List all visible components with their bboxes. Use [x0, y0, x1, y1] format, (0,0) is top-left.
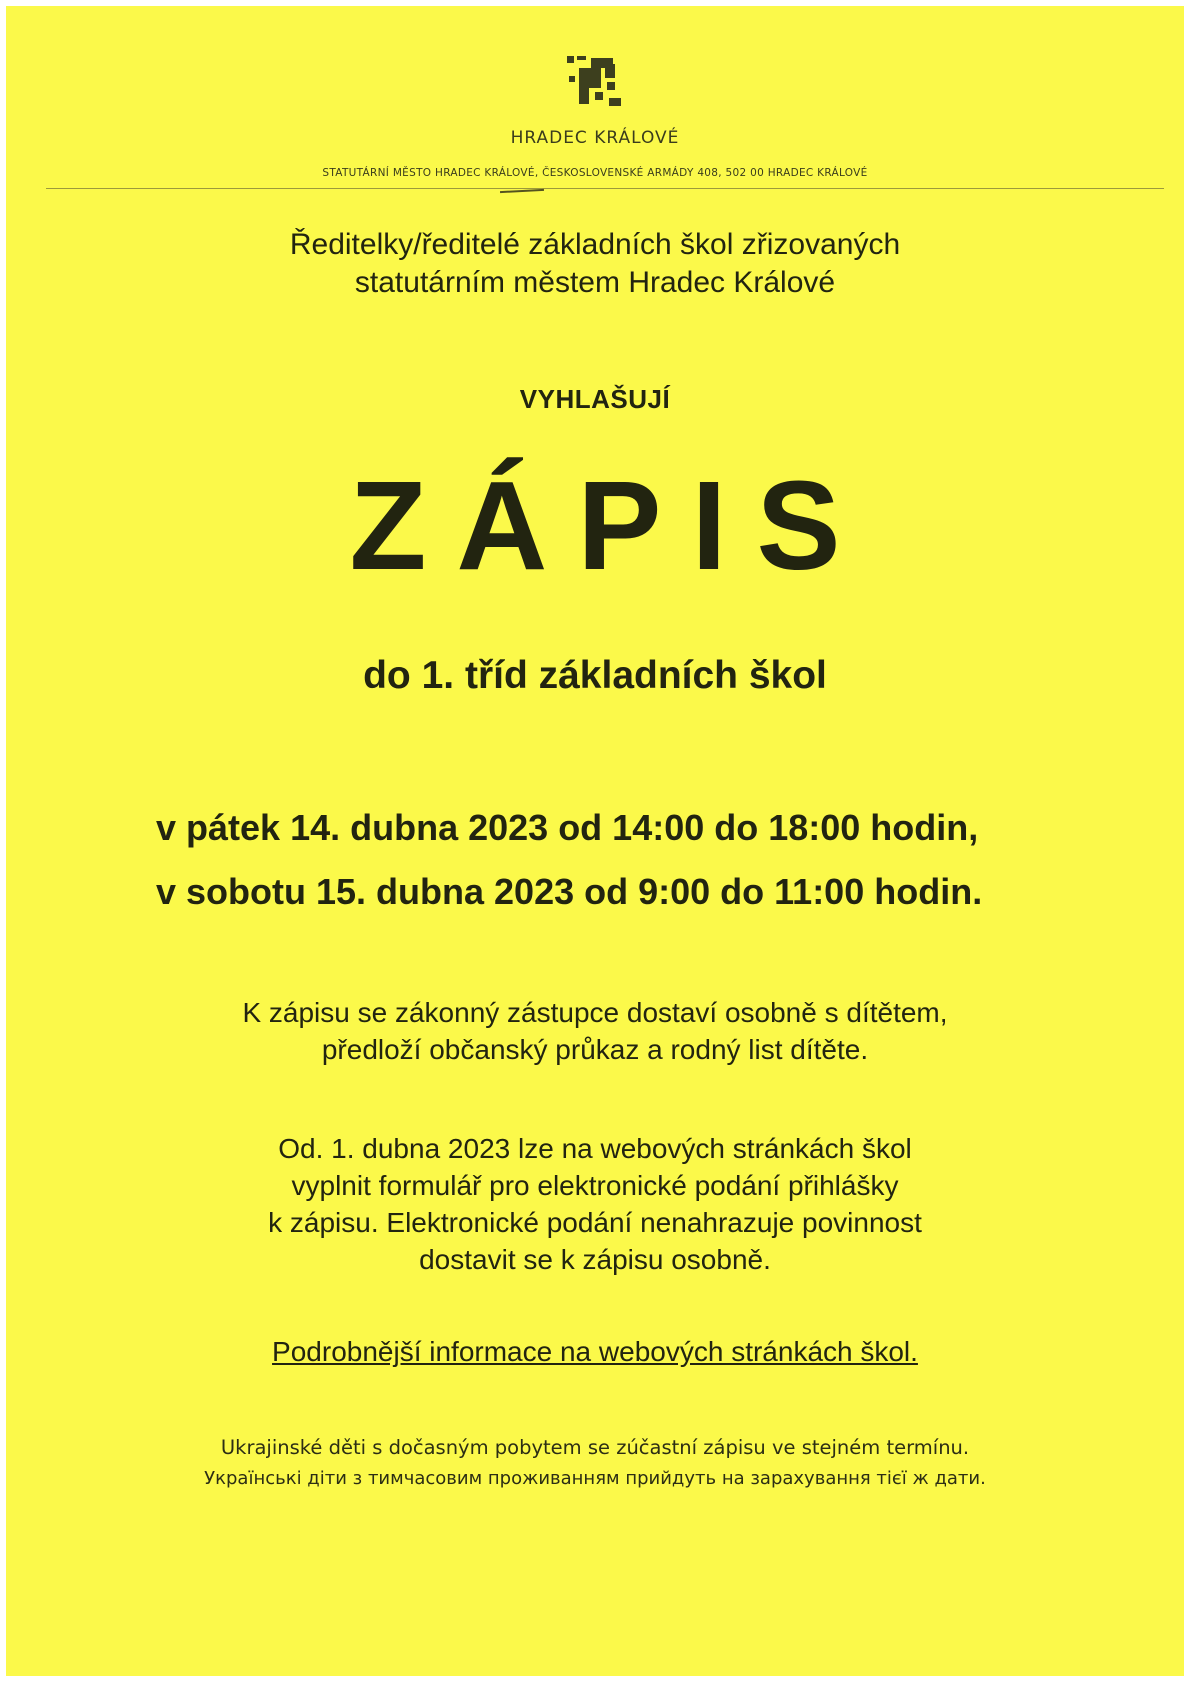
date-line: v sobotu 15. dubna 2023 od 9:00 do 11:00 hodin.: [156, 871, 983, 912]
proclaim-heading: VYHLAŠUJÍ: [519, 384, 671, 414]
intro-line: Ředitelky/ředitelé základních škol zřizovaných: [289, 228, 901, 261]
subtitle: do 1. tříd základních škol: [363, 654, 827, 697]
paragraph-line: Od. 1. dubna 2023 lze na webových stránkách škol: [278, 1133, 912, 1164]
more-info-text: Podrobnější informace na webových stránkách škol.: [272, 1336, 918, 1367]
hradec-kralove-logo-icon: [565, 54, 625, 114]
header-divider: [46, 188, 1164, 189]
enrollment-dates: [156, 796, 982, 924]
electronic-application-paragraph: [6, 1130, 1184, 1278]
paragraph-line: k zápisu. Elektronické podání nenahrazuje povinnost: [268, 1207, 922, 1238]
enrollment-notice-page: [6, 6, 1184, 1676]
date-line: v pátek 14. dubna 2023 od 14:00 do 18:00 hodin,: [156, 807, 979, 848]
footer-note-ukrainian: Українські діти з тимчасовим проживанням прийдуть на зарахування тієї ж дати.: [204, 1468, 986, 1489]
footer-note-czech: Ukrajinské děti s dočasným pobytem se zúčastní zápisu ve stejném termínu.: [220, 1436, 970, 1459]
footer-notes: [6, 1432, 1184, 1494]
requirements-paragraph: [6, 994, 1184, 1068]
main-title: ZÁPIS: [349, 455, 871, 596]
paragraph-line: K zápisu se zákonný zástupce dostaví osobně s dítětem,: [242, 997, 948, 1028]
paragraph-line: vyplnit formulář pro elektronické podání přihlášky: [291, 1170, 899, 1201]
logo-name: HRADEC KRÁLOVÉ: [510, 128, 680, 148]
paragraph-line: dostavit se k zápisu osobně.: [419, 1244, 771, 1275]
intro-line: statutárním městem Hradec Králové: [354, 266, 836, 299]
header-divider-mark: [500, 189, 544, 193]
intro-text: [6, 226, 1184, 302]
header-address: STATUTÁRNÍ MĚSTO HRADEC KRÁLOVÉ, ČESKOSLOVENSKÉ ARMÁDY 408, 502 00 HRADEC KRÁLOVÉ: [322, 167, 868, 179]
header-logo: [6, 54, 1184, 114]
paragraph-line: předloží občanský průkaz a rodný list dítěte.: [321, 1034, 869, 1065]
